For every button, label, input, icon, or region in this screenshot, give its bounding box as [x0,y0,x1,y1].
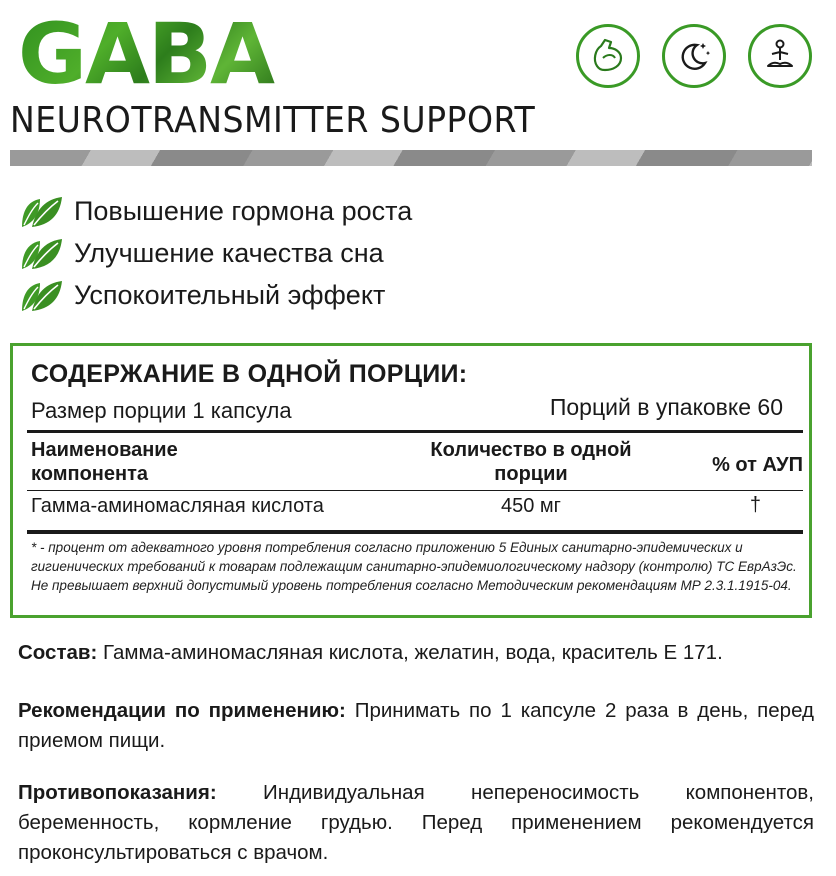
product-subtitle: NEUROTRANSMITTER SUPPORT [10,100,536,141]
divider [27,490,803,491]
meditation-icon [748,24,812,88]
moon-stars-icon [662,24,726,88]
servings-per-container: Порций в упаковке 60 [549,394,783,420]
facts-title: СОДЕРЖАНИЕ В ОДНОЙ ПОРЦИИ: [31,360,468,388]
contraindications-label: Противопоказания: [18,781,217,804]
benefit-text: Успокоительный эффект [74,279,386,310]
feature-badges [576,24,812,88]
usage-paragraph [18,696,814,756]
table-row-amount: 450 мг [501,495,561,517]
composition-label: Состав: [18,641,98,664]
muscle-arm-icon [576,24,640,88]
benefit-text: Улучшение качества сна [74,237,384,268]
divider [27,530,803,534]
leaf-icon [18,191,66,231]
divider [27,430,803,433]
benefit-item [18,274,412,316]
composition-text: Гамма-аминомасляная кислота, желатин, вода, краситель Е 171. [97,641,723,664]
contraindications-paragraph [18,778,814,868]
brand-logo [18,5,278,103]
benefit-text: Повышение гормона роста [74,195,413,226]
table-row-dv: † [749,494,761,516]
composition-paragraph [18,638,814,668]
usage-label: Рекомендации по применению: [18,699,346,722]
supplement-facts-panel [10,343,812,618]
benefit-item [18,232,412,274]
decorative-stripe [10,150,812,166]
serving-size: Размер порции 1 капсула [31,398,292,423]
column-header-dv: % от АУП [712,454,803,476]
brand-name: GABA [18,8,278,100]
leaf-icon [18,275,66,315]
column-header-amount: Количество в одной порции [430,439,632,485]
benefit-item [18,190,412,232]
contraindications-text: Индивидуальная непереносимость компонентов, беременность, кормление грудью. Перед применением рекомендуется проконсультироваться с врачом. [18,781,814,864]
benefits-list [18,190,412,316]
facts-footnote: * - процент от адекватного уровня потребления согласно приложению 5 Единых санитарно-эпидемических и гигиенических требований к товарам подлежащим санитарно-эпидемиологическому надзору (контролю) ТС ЕврАзЭс. Не превышает верхний допустимый уровень потребления согласно Методическим рекомендациям МР 2.3.1.1915-04. [31,540,797,593]
column-header-name: Наименование компонента [31,439,178,485]
leaf-icon [18,233,66,273]
usage-text: Принимать по 1 капсуле 2 раза в день, перед приемом пищи. [18,699,814,752]
table-row-name: Гамма-аминомасляная кислота [31,495,324,517]
